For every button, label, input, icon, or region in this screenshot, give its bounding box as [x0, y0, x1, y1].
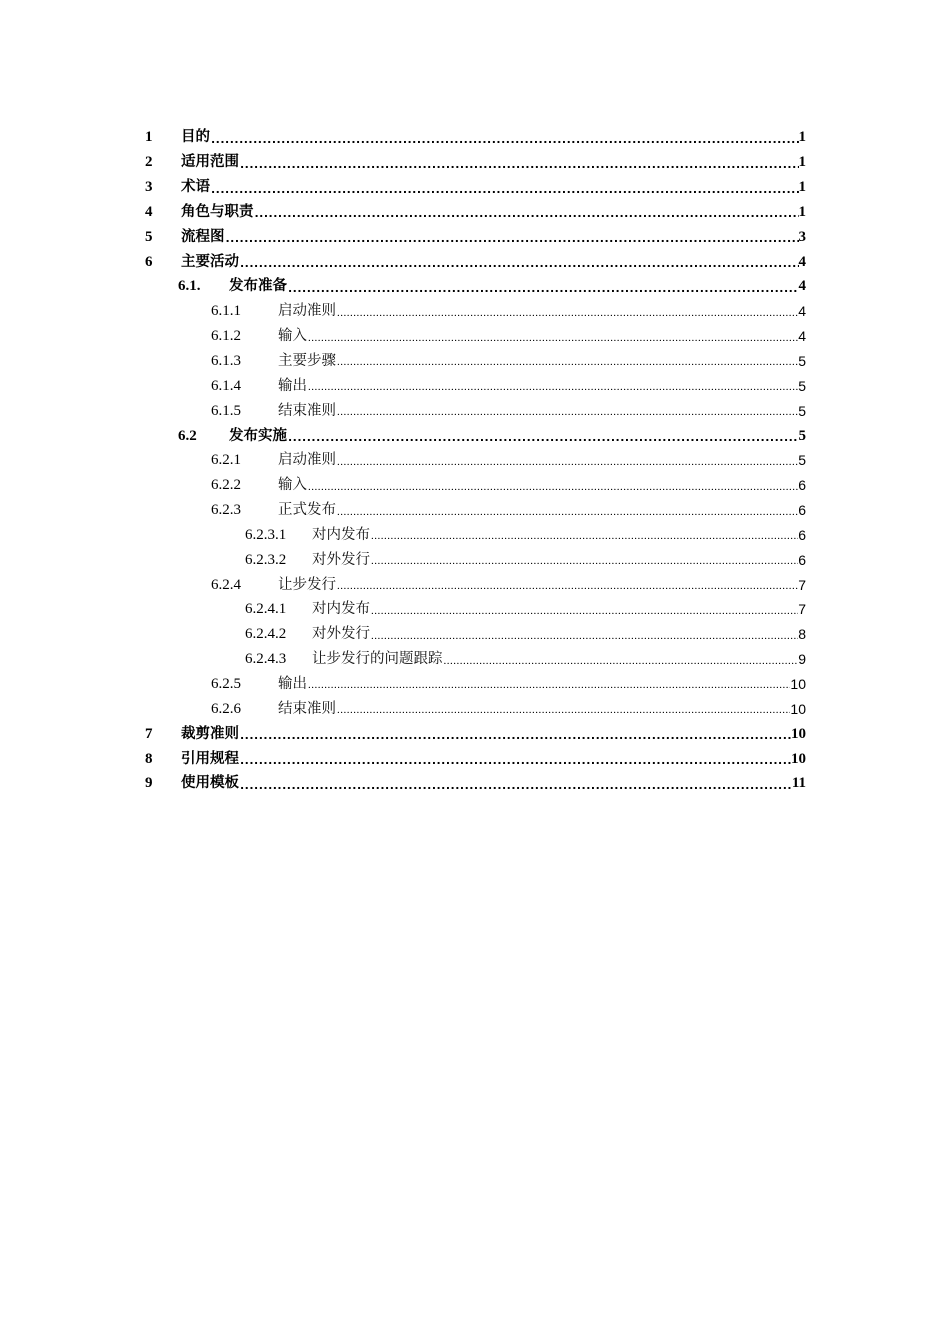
toc-entry-number: 6.2.4.3	[245, 651, 287, 668]
toc-entry-number: 6.1.	[178, 278, 201, 295]
toc-entry[interactable]	[142, 622, 806, 647]
toc-entry[interactable]	[142, 597, 806, 622]
toc-entry-number: 6.2.4	[211, 576, 241, 593]
toc-entry-title: 结束准则	[278, 402, 336, 419]
toc-entry-title: 裁剪准则	[181, 725, 239, 742]
toc-dot-leader	[307, 373, 798, 398]
toc-entry[interactable]	[142, 771, 806, 796]
toc-entry[interactable]	[142, 498, 806, 523]
toc-dot-leader	[239, 150, 799, 175]
toc-entry-number: 6.2.2	[211, 477, 241, 494]
toc-entry-title: 引用规程	[181, 750, 239, 767]
toc-entry[interactable]	[142, 299, 806, 324]
toc-entry-page: 1	[798, 129, 806, 146]
toc-entry-title: 让步发行的问题跟踪	[312, 651, 443, 668]
toc-entry-title: 发布准备	[229, 278, 287, 295]
toc-entry-title: 主要活动	[181, 253, 239, 270]
toc-entry-page: 6	[798, 502, 806, 519]
toc-entry[interactable]	[142, 696, 806, 721]
toc-entry-number: 6.2.6	[211, 700, 241, 717]
toc-entry-page: 6	[798, 477, 806, 494]
toc-entry[interactable]	[142, 398, 806, 423]
toc-dot-leader	[370, 597, 798, 622]
toc-dot-leader	[307, 473, 798, 498]
toc-entry-page: 8	[798, 626, 806, 643]
toc-entry-title: 输入	[278, 328, 307, 345]
toc-dot-leader	[307, 672, 790, 697]
toc-entry-title: 术语	[181, 179, 210, 196]
toc-entry-title: 输出	[278, 377, 307, 394]
toc-entry[interactable]	[142, 547, 806, 572]
toc-entry[interactable]	[142, 647, 806, 672]
toc-entry-page: 1	[798, 179, 806, 196]
toc-entry-number: 9	[145, 775, 153, 792]
toc-entry-number: 6.2	[178, 427, 197, 444]
toc-dot-leader	[210, 125, 799, 150]
toc-entry-page: 7	[798, 576, 806, 593]
toc-dot-leader	[370, 622, 798, 647]
toc-entry-page: 10	[791, 725, 806, 742]
toc-entry-page: 5	[798, 427, 806, 444]
toc-entry-page: 5	[798, 402, 806, 419]
toc-entry[interactable]	[142, 324, 806, 349]
toc-entry-title: 发布实施	[229, 427, 287, 444]
toc-entry-number: 6.2.4.2	[245, 626, 287, 643]
toc-entry-title: 输出	[278, 675, 307, 692]
toc-dot-leader	[443, 647, 799, 672]
toc-entry-page: 6	[798, 526, 806, 543]
toc-entry-page: 4	[798, 328, 806, 345]
toc-entry-page: 7	[798, 601, 806, 618]
toc-dot-leader	[210, 175, 799, 200]
toc-entry-page: 4	[798, 303, 806, 320]
toc-entry-number: 6	[145, 253, 153, 270]
toc-entry-number: 6.2.1	[211, 452, 241, 469]
toc-entry-number: 6.2.3	[211, 502, 241, 519]
toc-entry[interactable]	[142, 448, 806, 473]
toc-entry-title: 对内发布	[312, 526, 370, 543]
toc-dot-leader	[336, 299, 798, 324]
toc-entry-title: 让步发行	[278, 576, 336, 593]
toc-entry-number: 2	[145, 154, 153, 171]
toc-entry[interactable]	[142, 746, 806, 771]
toc-entry-page: 3	[798, 228, 806, 245]
table-of-contents	[142, 125, 806, 796]
toc-dot-leader	[336, 349, 798, 374]
toc-entry-number: 8	[145, 750, 153, 767]
toc-dot-leader	[287, 423, 799, 448]
toc-entry-page: 6	[798, 551, 806, 568]
toc-dot-leader	[370, 547, 798, 572]
toc-entry-title: 对外发行	[312, 551, 370, 568]
toc-entry-page: 5	[798, 377, 806, 394]
toc-entry[interactable]	[142, 224, 806, 249]
toc-entry-title: 对内发布	[312, 601, 370, 618]
toc-entry[interactable]	[142, 274, 806, 299]
toc-entry[interactable]	[142, 200, 806, 225]
toc-entry-page: 9	[798, 651, 806, 668]
toc-entry-number: 3	[145, 179, 153, 196]
toc-entry-title: 结束准则	[278, 700, 336, 717]
toc-dot-leader	[370, 523, 798, 548]
toc-dot-leader	[254, 200, 799, 225]
toc-entry-title: 启动准则	[278, 303, 336, 320]
toc-entry-number: 4	[145, 203, 153, 220]
toc-entry-number: 6.2.3.2	[245, 551, 287, 568]
toc-dot-leader	[239, 721, 791, 746]
toc-entry-page: 4	[798, 278, 806, 295]
toc-entry-number: 6.1.1	[211, 303, 241, 320]
toc-entry-page: 10	[790, 675, 806, 692]
toc-entry-title: 启动准则	[278, 452, 336, 469]
toc-dot-leader	[239, 249, 799, 274]
toc-entry-number: 5	[145, 228, 153, 245]
toc-dot-leader	[336, 448, 798, 473]
toc-dot-leader	[336, 398, 798, 423]
toc-entry[interactable]	[142, 423, 806, 448]
toc-entry[interactable]	[142, 150, 806, 175]
toc-entry[interactable]	[142, 175, 806, 200]
toc-entry-title: 使用模板	[181, 775, 239, 792]
toc-entry-page: 1	[798, 203, 806, 220]
toc-entry-page: 10	[790, 700, 806, 717]
toc-entry[interactable]	[142, 721, 806, 746]
toc-entry-title: 正式发布	[278, 502, 336, 519]
toc-dot-leader	[225, 224, 799, 249]
toc-dot-leader	[307, 324, 798, 349]
toc-entry-title: 目的	[181, 129, 210, 146]
toc-entry-number: 6.2.5	[211, 675, 241, 692]
toc-entry-number: 6.1.2	[211, 328, 241, 345]
toc-dot-leader	[336, 498, 798, 523]
toc-entry-number: 7	[145, 725, 153, 742]
toc-entry-title: 输入	[278, 477, 307, 494]
toc-entry[interactable]	[142, 572, 806, 597]
toc-entry-number: 6.2.4.1	[245, 601, 287, 618]
toc-entry[interactable]	[142, 473, 806, 498]
toc-entry-title: 主要步骤	[278, 353, 336, 370]
toc-dot-leader	[287, 274, 799, 299]
toc-entry[interactable]	[142, 249, 806, 274]
toc-entry[interactable]	[142, 125, 806, 150]
toc-entry-number: 6.1.5	[211, 402, 241, 419]
toc-entry-page: 10	[791, 750, 806, 767]
toc-entry-page: 4	[798, 253, 806, 270]
toc-entry-page: 5	[798, 353, 806, 370]
toc-entry[interactable]	[142, 373, 806, 398]
toc-dot-leader	[336, 572, 798, 597]
toc-dot-leader	[239, 746, 791, 771]
toc-dot-leader	[336, 696, 790, 721]
toc-entry-title: 适用范围	[181, 154, 239, 171]
toc-entry-number: 6.1.4	[211, 377, 241, 394]
toc-entry-page: 11	[791, 775, 806, 792]
toc-entry-title: 对外发行	[312, 626, 370, 643]
toc-dot-leader	[239, 771, 792, 796]
toc-entry-page: 1	[798, 154, 806, 171]
toc-entry-number: 1	[145, 129, 153, 146]
toc-entry-number: 6.1.3	[211, 353, 241, 370]
toc-entry-page: 5	[798, 452, 806, 469]
toc-entry-title: 流程图	[181, 228, 225, 245]
toc-entry[interactable]	[142, 672, 806, 697]
toc-entry-number: 6.2.3.1	[245, 526, 287, 543]
toc-entry-title: 角色与职责	[181, 203, 254, 220]
toc-entry[interactable]	[142, 349, 806, 374]
toc-entry[interactable]	[142, 523, 806, 548]
